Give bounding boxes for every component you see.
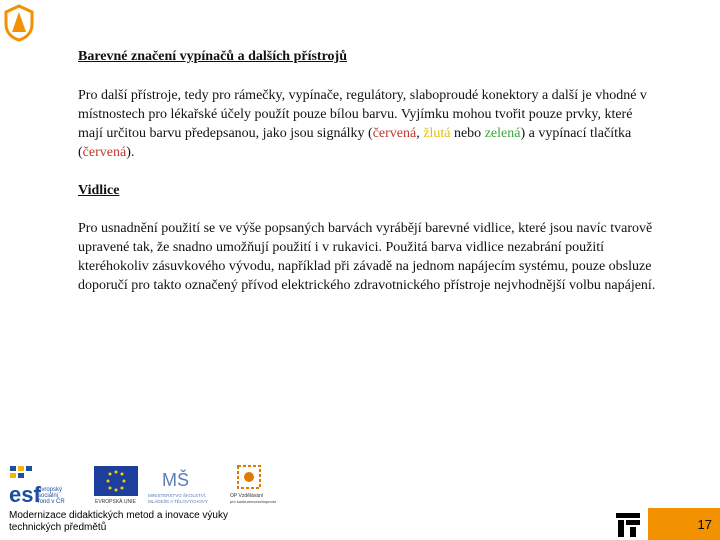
msmt-line: MLÁDEŽE A TĚLOVÝCHOVY — [148, 499, 208, 504]
section-heading: Barevné značení vypínačů a dalších přístrojů — [78, 49, 348, 64]
esf-line: sociální — [38, 493, 59, 499]
yellow-word: žlutá — [423, 126, 451, 141]
msmt-logo-icon — [146, 464, 208, 506]
eu-caption: EVROPSKÁ UNIE — [95, 499, 136, 505]
text-run: ) a vypínací tlačítka ( — [78, 126, 632, 160]
faculty-logo-icon — [616, 513, 640, 537]
university-logo-icon — [4, 4, 34, 42]
text-run: , — [416, 126, 424, 141]
op-vk-logo-icon — [228, 464, 284, 506]
svg-text:MŠ: MŠ — [162, 470, 189, 490]
msmt-line: MINISTERSTVO ŠKOLSTVÍ, — [148, 493, 207, 498]
text-run: ). — [126, 145, 135, 160]
section-paragraph: Pro usnadnění použití se ve výše popsaných barvách vyrábějí barevné vidlice, které jsou navíc tvarově upravené tak, že snadno umožňují použití i v rukavici. Použitá barva vidlice nezabrání použití kteréhokoliv zásuvkového vývodu, například při závadě na jednom napájecím systému, pouze obsluze doporučí pro takto označený přívod elektrického zdravotnického přístroje nejvhodnější volbu napájení. — [78, 221, 656, 293]
red-word: červená — [372, 126, 417, 141]
text-run: Pro další přístroje, tedy pro rámečky, vypínače, regulátory, slaboproudé konektory a další je vhodné v místnostech pro lékařské účely použít pouze bílou barvu. Vyjímku mohou tvořit pouze prvky, které mají určitou barvu předepsanou, jako jsou signálky ( — [78, 88, 647, 141]
op-line: pro konkurenceschopnost — [230, 499, 276, 504]
eu-flag-icon — [92, 464, 140, 506]
project-caption: Modernizace didaktických metod a inovace výuky technických předmětů — [9, 510, 228, 533]
green-word: zelená — [484, 126, 521, 141]
esf-line: evropský — [38, 487, 63, 493]
esf-letters: esf — [9, 482, 41, 506]
text-run: nebo — [450, 126, 485, 141]
op-line: OP Vzdělávání — [230, 493, 264, 499]
red-word: červená — [82, 145, 127, 160]
page-number: 17 — [648, 508, 720, 540]
section-heading: Vidlice — [78, 183, 120, 198]
section-paragraph — [78, 86, 658, 162]
esf-line: fond v ČR — [38, 499, 65, 505]
esf-logo-icon — [8, 464, 86, 506]
